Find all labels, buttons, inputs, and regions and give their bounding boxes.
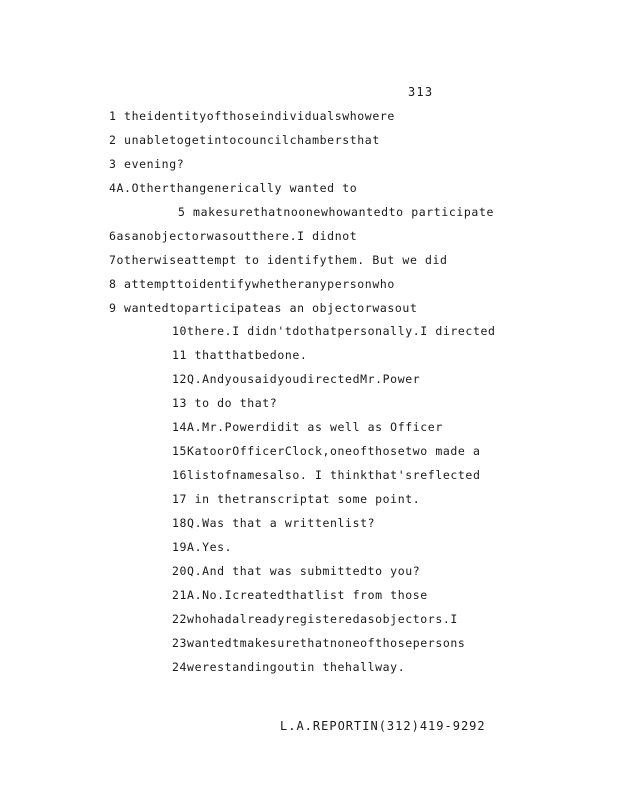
transcript-line-17: 17 in thetranscriptat some point. (172, 492, 421, 506)
transcript-line-5: 5 makesurethatnoonewhowantedto participate (178, 205, 494, 219)
page-number: 313 (408, 85, 434, 99)
transcript-line-23: 23wantedtmakesurethatnoneofthosepersons (172, 636, 466, 650)
transcript-line-6: 6asanobjectorwasoutthere.I didnot (109, 229, 358, 243)
transcript-line-18: 18Q.Was that a writtenlist? (172, 516, 376, 530)
transcript-line-1: 1 theidentityofthoseindividualswhowere (109, 109, 395, 123)
transcript-line-8: 8 attempttoidentifywhetheranypersonwho (109, 277, 395, 291)
transcript-line-24: 24werestandingoutin thehallway. (172, 660, 406, 674)
transcript-line-15: 15KatoorOfficerClock,oneofthosetwo made a (172, 444, 481, 458)
reporter-footer: L.A.REPORTIN(312)419-9292 (280, 719, 486, 733)
transcript-line-19: 19A.Yes. (172, 540, 233, 554)
transcript-line-21: 21A.No.Icreatedthatlist from those (172, 588, 428, 602)
transcript-line-10: 10there.I didn'tdothatpersonally.I directed (172, 324, 496, 338)
transcript-line-16: 16listofnamesalso. I thinkthat'sreflected (172, 468, 481, 482)
transcript-line-9: 9 wantedtoparticipateas an objectorwasout (109, 301, 418, 315)
transcript-line-12: 12Q.AndyousaidyoudirectedMr.Power (172, 372, 421, 386)
transcript-line-3: 3 evening? (109, 157, 185, 171)
transcript-line-7: 7otherwiseattempt to identifythem. But we did (109, 253, 448, 267)
transcript-line-4: 4A.Otherthangenerically wanted to (109, 181, 358, 195)
transcript-line-2: 2 unabletogetintocouncilchambersthat (109, 133, 380, 147)
transcript-line-22: 22whohadalreadyregisteredasobjectors.I (172, 612, 458, 626)
transcript-line-14: 14A.Mr.Powerdidit as well as Officer (172, 420, 443, 434)
transcript-line-20: 20Q.And that was submittedto you? (172, 564, 421, 578)
transcript-line-13: 13 to do that? (172, 396, 278, 410)
transcript-line-11: 11 thatthatbedone. (172, 348, 308, 362)
